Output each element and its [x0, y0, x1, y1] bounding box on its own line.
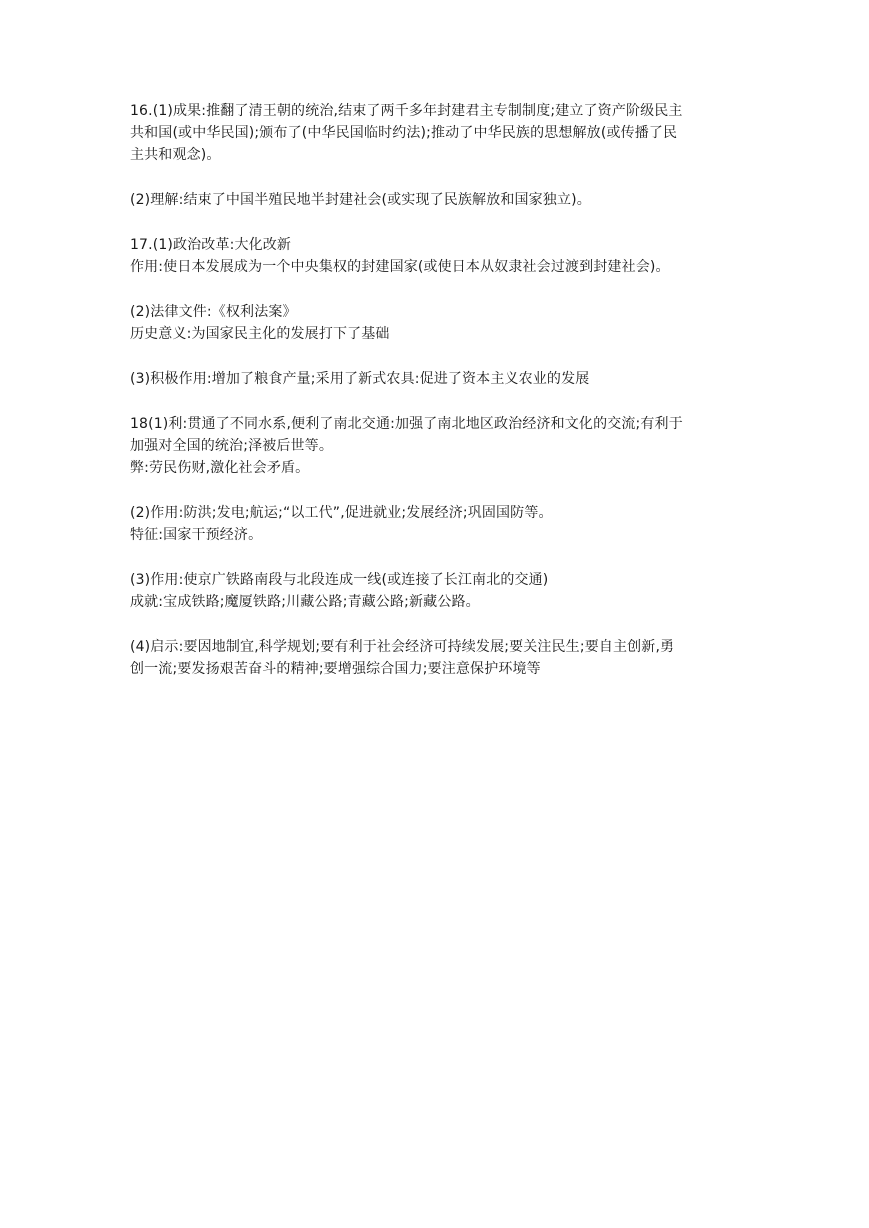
text-line: (2)作用:防洪;发电;航运;“以工代”,促进就业;发展经济;巩固国防等。 — [130, 505, 553, 521]
text-line: (3)积极作用:增加了粮食产量;采用了新式农具:促进了资本主义农业的发展 — [130, 371, 590, 387]
answer-18-1 — [130, 413, 745, 479]
text-line: (2)法律文件:《权利法案》 — [130, 304, 297, 320]
text-line: 17.(1)政治改革:大化改新 — [130, 237, 292, 253]
text-line: 加强对全国的统治;泽被后世等。 — [130, 438, 333, 454]
text-line: 16.(1)成果:推翻了清王朝的统治,结束了两千多年封建君主专制制度;建立了资产阶级民主 — [130, 103, 683, 119]
answer-17-3 — [130, 368, 745, 390]
answer-17-1 — [130, 234, 745, 278]
text-line: 作用:使日本发展成为一个中央集权的封建国家(或使日本从奴隶社会过渡到封建社会)。 — [130, 259, 670, 275]
text-line: (3)作用:使京广铁路南段与北段连成一线(或连接了长江南北的交通) — [130, 572, 549, 588]
text-line: 成就:宝成铁路;魔厦铁路;川藏公路;青藏公路;新藏公路。 — [130, 594, 480, 610]
answer-18-3 — [130, 569, 745, 613]
answer-18-2 — [130, 502, 745, 546]
text-line: 共和国(或中华民国);颁布了(中华民国临时约法);推动了中华民族的思想解放(或传播了民 — [130, 125, 678, 141]
text-line: 18(1)利:贯通了不同水系,便利了南北交通:加强了南北地区政治经济和文化的交流;有利于 — [130, 416, 683, 432]
text-line: 历史意义:为国家民主化的发展打下了基础 — [130, 326, 390, 342]
text-line: 创一流;要发扬艰苦奋斗的精神;要增强综合国力;要注意保护环境等 — [130, 661, 541, 677]
answer-16-2 — [130, 189, 745, 211]
text-line: 特征:国家干预经济。 — [130, 527, 263, 543]
answer-document — [130, 100, 745, 703]
text-line: 主共和观念)。 — [130, 147, 221, 163]
text-line: (4)启示:要因地制宜,科学规划;要有利于社会经济可持续发展;要关注民生;要自主创新,勇 — [130, 639, 675, 655]
text-line: 弊:劳民伤财,激化社会矛盾。 — [130, 460, 310, 476]
answer-16-1 — [130, 100, 745, 166]
answer-17-2 — [130, 301, 745, 345]
text-line: (2)理解:结束了中国半殖民地半封建社会(或实现了民族解放和国家独立)。 — [130, 192, 591, 208]
answer-18-4 — [130, 636, 745, 680]
